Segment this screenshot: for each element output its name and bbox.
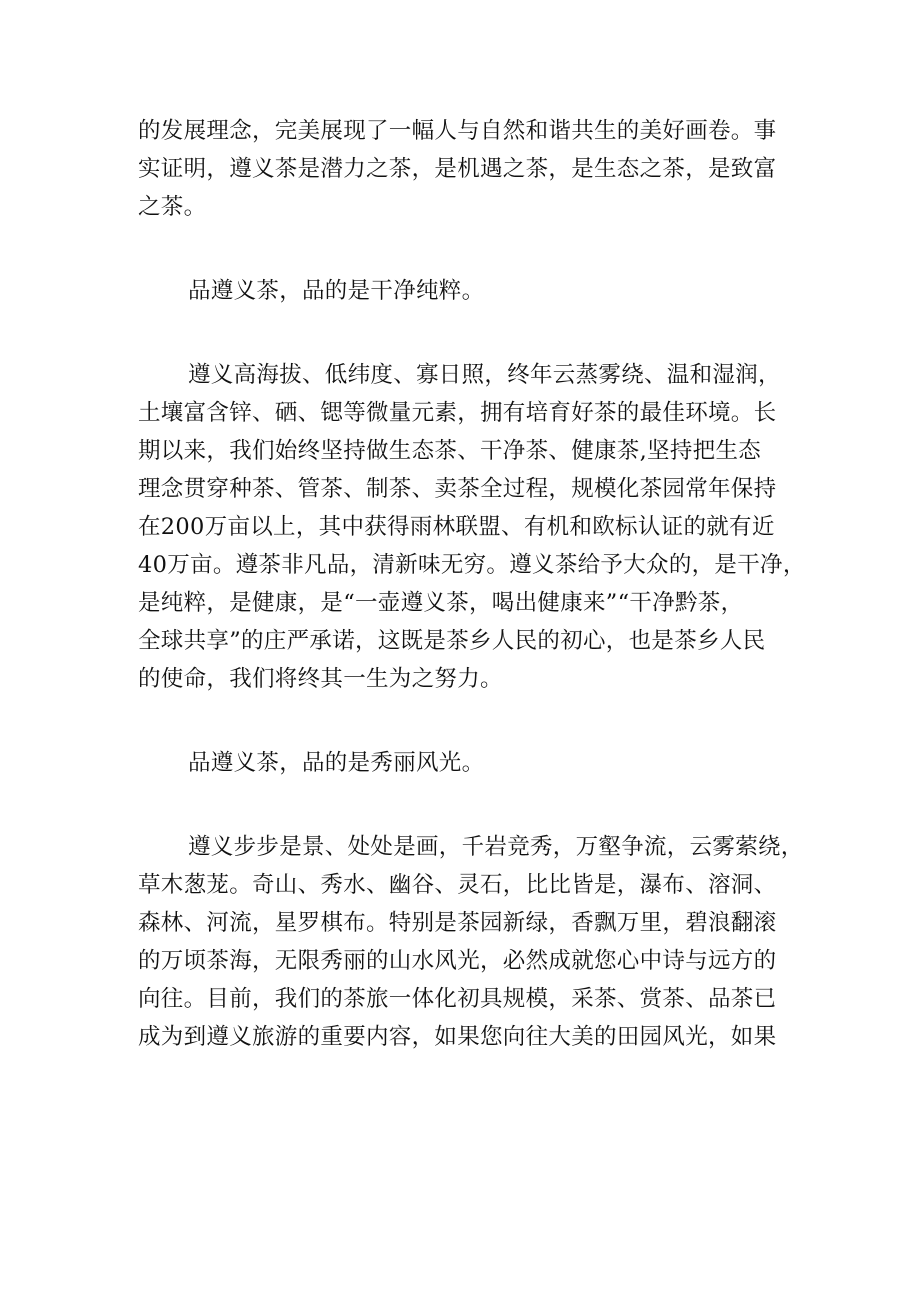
- paragraph-clean-tea: [138, 356, 806, 698]
- paragraph-gap: [138, 698, 798, 744]
- text-line: 品遵义茶，品的是秀丽风光。: [188, 750, 485, 776]
- text-line: 实证明，遵义茶是潜力之茶，是机遇之茶，是生态之茶，是致富: [138, 156, 777, 182]
- section-heading-clean: [138, 272, 798, 310]
- text-line: 森林、河流，星罗棋布。特别是茶园新绿，香飘万里，碧浪翻滚: [138, 910, 777, 936]
- text-line: 40万亩。遵茶非凡品，清新味无穷。遵义茶给予大众的，是干净，: [138, 552, 806, 578]
- text-line: 土壤富含锌、硒、锶等微量元素，拥有培育好茶的最佳环境。长: [138, 400, 777, 426]
- text-line: 全球共享”的庄严承诺，这既是茶乡人民的初心，也是茶乡人民: [138, 628, 766, 654]
- paragraph-scenery: [138, 828, 804, 1056]
- text-line: 期以来，我们始终坚持做生态茶、干净茶、健康茶,坚持把生态: [138, 438, 762, 464]
- document-page: [138, 112, 806, 1056]
- text-line: 的万顷茶海，无限秀丽的山水风光，必然成就您心中诗与远方的: [138, 948, 777, 974]
- paragraph-continuation: [138, 112, 798, 226]
- text-line: 成为到遵义旅游的重要内容，如果您向往大美的田园风光，如果: [138, 1024, 777, 1050]
- paragraph-gap: [138, 782, 798, 828]
- text-line: 理念贯穿种茶、管茶、制茶、卖茶全过程，规模化茶园常年保持: [138, 476, 777, 502]
- text-line: 之茶。: [138, 194, 207, 220]
- text-line: 草木葱茏。奇山、秀水、幽谷、灵石，比比皆是，瀑布、溶洞、: [138, 872, 777, 898]
- paragraph-gap: [138, 310, 798, 356]
- text-line: 遵义步步是景、处处是画，千岩竞秀，万壑争流，云雾萦绕，: [188, 834, 804, 860]
- text-line: 向往。目前，我们的茶旅一体化初具规模，采茶、赏茶、品茶已: [138, 986, 777, 1012]
- text-line: 在200万亩以上，其中获得雨林联盟、有机和欧标认证的就有近: [138, 514, 775, 540]
- section-heading-scenery: [138, 744, 798, 782]
- text-line: 的使命，我们将终其一生为之努力。: [138, 666, 503, 692]
- text-line: 的发展理念，完美展现了一幅人与自然和谐共生的美好画卷。事: [138, 118, 777, 144]
- paragraph-gap: [138, 226, 798, 272]
- text-line: 遵义高海拔、低纬度、寡日照，终年云蒸雾绕、温和湿润，: [188, 362, 781, 388]
- text-line: 品遵义茶，品的是干净纯粹。: [188, 278, 485, 304]
- text-line: 是纯粹，是健康，是“一壶遵义茶，喝出健康来”“干净黔茶，: [138, 590, 744, 616]
